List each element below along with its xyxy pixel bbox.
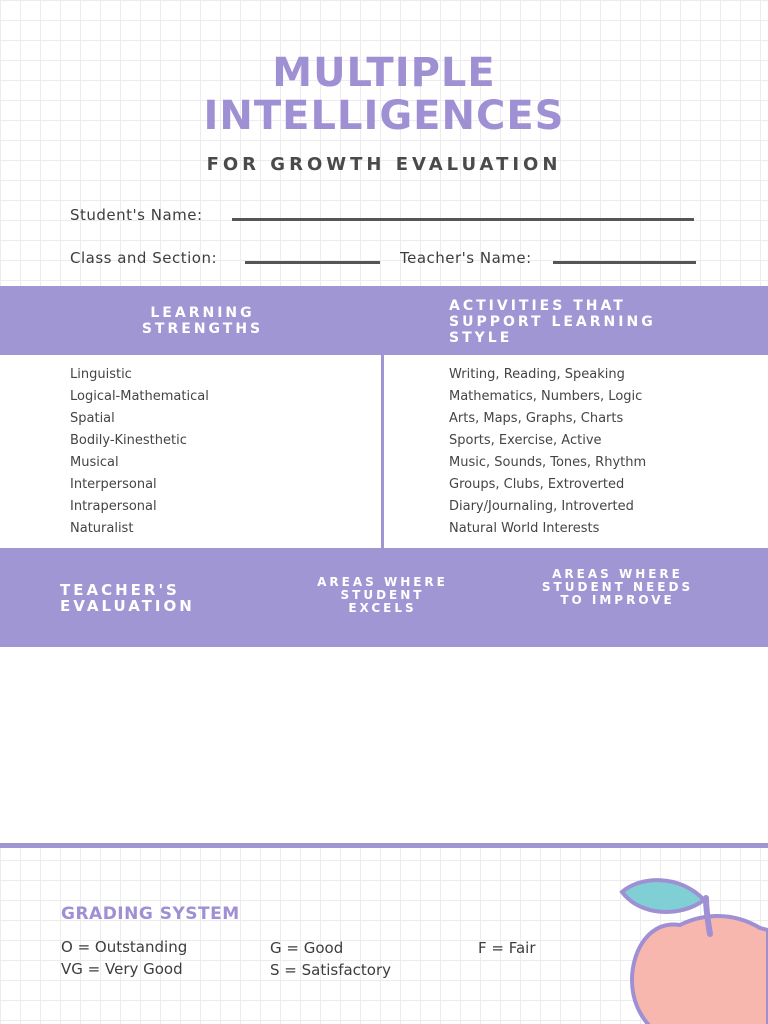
list-item: Logical-Mathematical xyxy=(70,389,209,404)
apple-leaf xyxy=(622,880,704,912)
student-name-field[interactable] xyxy=(232,218,694,221)
class-section-field[interactable] xyxy=(245,261,380,264)
page-title-line2: INTELLIGENCES xyxy=(203,93,565,139)
activities-list xyxy=(449,364,646,540)
list-item: Intrapersonal xyxy=(70,499,157,514)
class-section-label: Class and Section: xyxy=(70,249,218,267)
page-title-line1: MULTIPLE xyxy=(272,50,496,96)
areas-excel-header: AREAS WHERE STUDENT EXCELS xyxy=(317,575,448,615)
grade-good: G = Good xyxy=(270,939,344,957)
grade-fair: F = Fair xyxy=(478,939,536,957)
list-item: Music, Sounds, Tones, Rhythm xyxy=(449,455,647,470)
list-item: Bodily-Kinesthetic xyxy=(70,433,187,448)
page-subtitle: FOR GROWTH EVALUATION xyxy=(206,154,562,175)
list-item: Writing, Reading, Speaking xyxy=(449,367,625,382)
strengths-list xyxy=(70,364,209,540)
teacher-name-label: Teacher's Name: xyxy=(400,249,532,267)
list-item: Spatial xyxy=(70,411,115,426)
grade-outstanding: O = Outstanding xyxy=(61,938,188,956)
column-divider xyxy=(381,355,384,548)
list-item: Interpersonal xyxy=(70,477,157,492)
section-divider xyxy=(0,843,768,848)
list-item: Musical xyxy=(70,455,119,470)
list-item: Sports, Exercise, Active xyxy=(449,433,602,448)
apple-body xyxy=(632,916,768,1024)
list-item: Naturalist xyxy=(70,521,134,536)
list-item: Natural World Interests xyxy=(449,521,600,536)
teacher-name-field[interactable] xyxy=(553,261,696,264)
grade-satisfactory: S = Satisfactory xyxy=(270,961,392,979)
list-item: Diary/Journaling, Introverted xyxy=(449,499,634,514)
grade-very-good: VG = Very Good xyxy=(61,960,183,978)
list-item: Groups, Clubs, Extroverted xyxy=(449,477,625,492)
student-name-label: Student's Name: xyxy=(70,206,203,224)
apple-stem xyxy=(706,898,710,934)
learning-strengths-header: LEARNING STRENGTHS xyxy=(141,305,264,337)
list-item: Mathematics, Numbers, Logic xyxy=(449,389,643,404)
evaluation-writing-area[interactable] xyxy=(0,647,768,843)
list-item: Arts, Maps, Graphs, Charts xyxy=(449,411,624,426)
grading-system-title: GRADING SYSTEM xyxy=(61,904,240,924)
apple-icon xyxy=(610,870,768,1024)
activities-header: ACTIVITIES THAT SUPPORT LEARNING STYLE xyxy=(449,298,656,346)
areas-improve-header: AREAS WHERE STUDENT NEEDS TO IMPROVE xyxy=(541,567,694,607)
list-item: Linguistic xyxy=(70,367,132,382)
teachers-evaluation-label: TEACHER'S EVALUATION xyxy=(60,581,195,615)
